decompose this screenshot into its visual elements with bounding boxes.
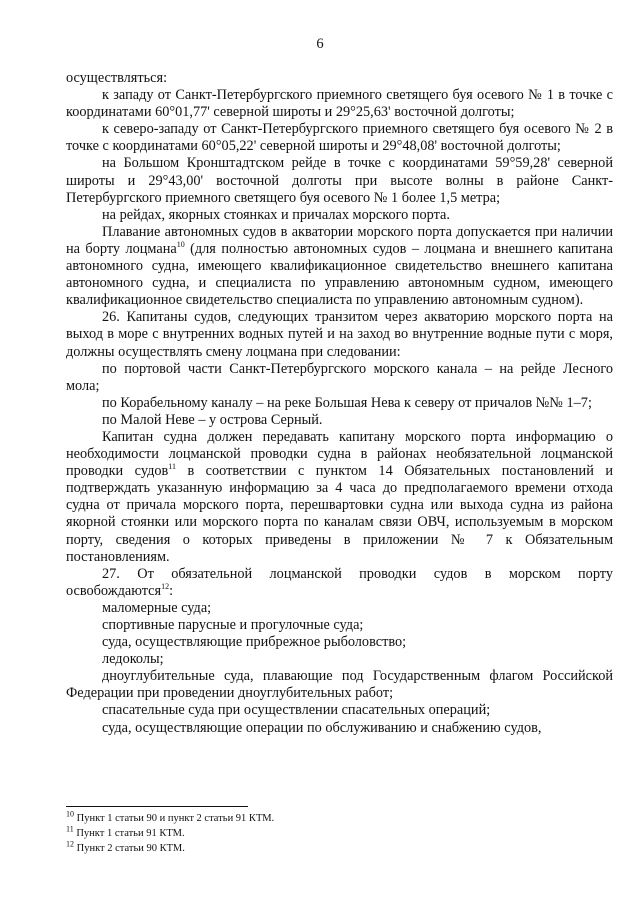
paragraph	[66, 566, 613, 600]
list-item: маломерные суда;	[102, 599, 212, 616]
paragraph-text: Капитан судна должен передавать капитану морского порта информацию о необходимости лоцманской проводки судна в районах необязательной лоцманской проводки судов	[66, 428, 613, 480]
paragraph: по Малой Неве – у острова Серный.	[102, 411, 323, 428]
paragraph-text: Плавание автономных судов в акватории морского порта допускается при наличии на борту лоцмана	[66, 223, 613, 257]
paragraph: по портовой части Санкт-Петербургского морского канала – на рейде Лесного мола;	[66, 360, 613, 394]
footnote-text: Пункт 1 статьи 91 КТМ.	[73, 828, 185, 839]
footnote-mark: 12	[66, 839, 74, 849]
footnote-mark: 11	[66, 824, 74, 834]
list-item: ледоколы;	[102, 651, 164, 668]
list-item: спортивные парусные и прогулочные суда;	[102, 617, 364, 633]
paragraph	[66, 224, 613, 309]
footnote-text: Пункт 2 статьи 90 КТМ.	[74, 843, 185, 854]
footnote-divider	[66, 806, 248, 807]
paragraph: на рейдах, якорных стоянках и причалах морского порта.	[102, 206, 450, 223]
footnote	[66, 841, 613, 856]
list-item: суда, осуществляющие прибрежное рыболовство;	[102, 634, 407, 651]
paragraph: на Большом Кронштадтском рейде в точке с координатами 59°59,28' северной широты и 29°43,00' восточной долготы при высоте волны в районе Санкт-Петербургского приемного светящего буя осевого № 1 более 1,5 метра;	[66, 155, 613, 206]
paragraph: по Корабельному каналу – на реке Большая Нева к северу от причалов №№ 1–7;	[102, 394, 592, 411]
paragraph	[66, 429, 613, 566]
list-item: спасательные суда при осуществлении спасательных операций;	[102, 702, 491, 719]
footnote-ref: 11	[168, 462, 176, 472]
footnotes	[66, 811, 613, 856]
list-item: суда, осуществляющие операции по обслуживанию и снабжению судов,	[102, 719, 542, 736]
paragraph-text: в соответствии с пунктом 14 Обязательных постановлений и подтверждать указанную информацию за 4 часа до предполагаемого времени отхода судна от причала морского порта, перешвартовки судна или выхода судна из района якорной стоянки или морского порта по каналам связи ОВЧ, используемым в морском порту, сведения о которых приведены в приложении № 7 к Обязательным постановлениям.	[66, 463, 613, 565]
list-item: дноуглубительные суда, плавающие под Государственным флагом Российской Федерации при проведении дноуглубительных работ;	[66, 668, 613, 702]
paragraph-text: :	[169, 582, 174, 599]
document-body	[66, 70, 613, 737]
paragraph: к западу от Санкт-Петербургского приемного светящего буя осевого № 1 в точке с координатами 60°01,77' северной широты и 29°25,63' восточной долготы;	[66, 87, 613, 121]
paragraph-text: 27. От обязательной лоцманской проводки судов в морском порту освобождаются	[66, 565, 613, 599]
footnote-text: Пункт 1 статьи 90 и пункт 2 статьи 91 КТМ.	[74, 813, 275, 824]
paragraph: 26. Капитаны судов, следующих транзитом через акваторию морского порта на выход в море с внутренних водных путей и на заход во внутренние водные пути с моря, должны осуществлять смену лоцмана при следовании:	[66, 309, 613, 360]
paragraph: к северо-западу от Санкт-Петербургского приемного светящего буя осевого № 2 в точке с координатами 60°05,22' северной широты и 29°48,08' восточной долготы;	[66, 121, 613, 155]
footnote	[66, 826, 613, 841]
paragraph-text: (для полностью автономных судов – лоцмана и внешнего капитана автономного судна, имеющего квалификационное свидетельство внешнего капитана автономного судна, и специалиста по управлению автономным судном, имеющего квалификационное свидетельство специалиста по управлению автономным судном).	[66, 240, 613, 309]
footnote-ref: 12	[161, 582, 170, 592]
footnote-mark: 10	[66, 809, 74, 819]
footnote-ref: 10	[176, 240, 185, 250]
footnote	[66, 811, 613, 826]
paragraph: осуществляться:	[66, 70, 168, 86]
page-number: 6	[316, 36, 324, 52]
